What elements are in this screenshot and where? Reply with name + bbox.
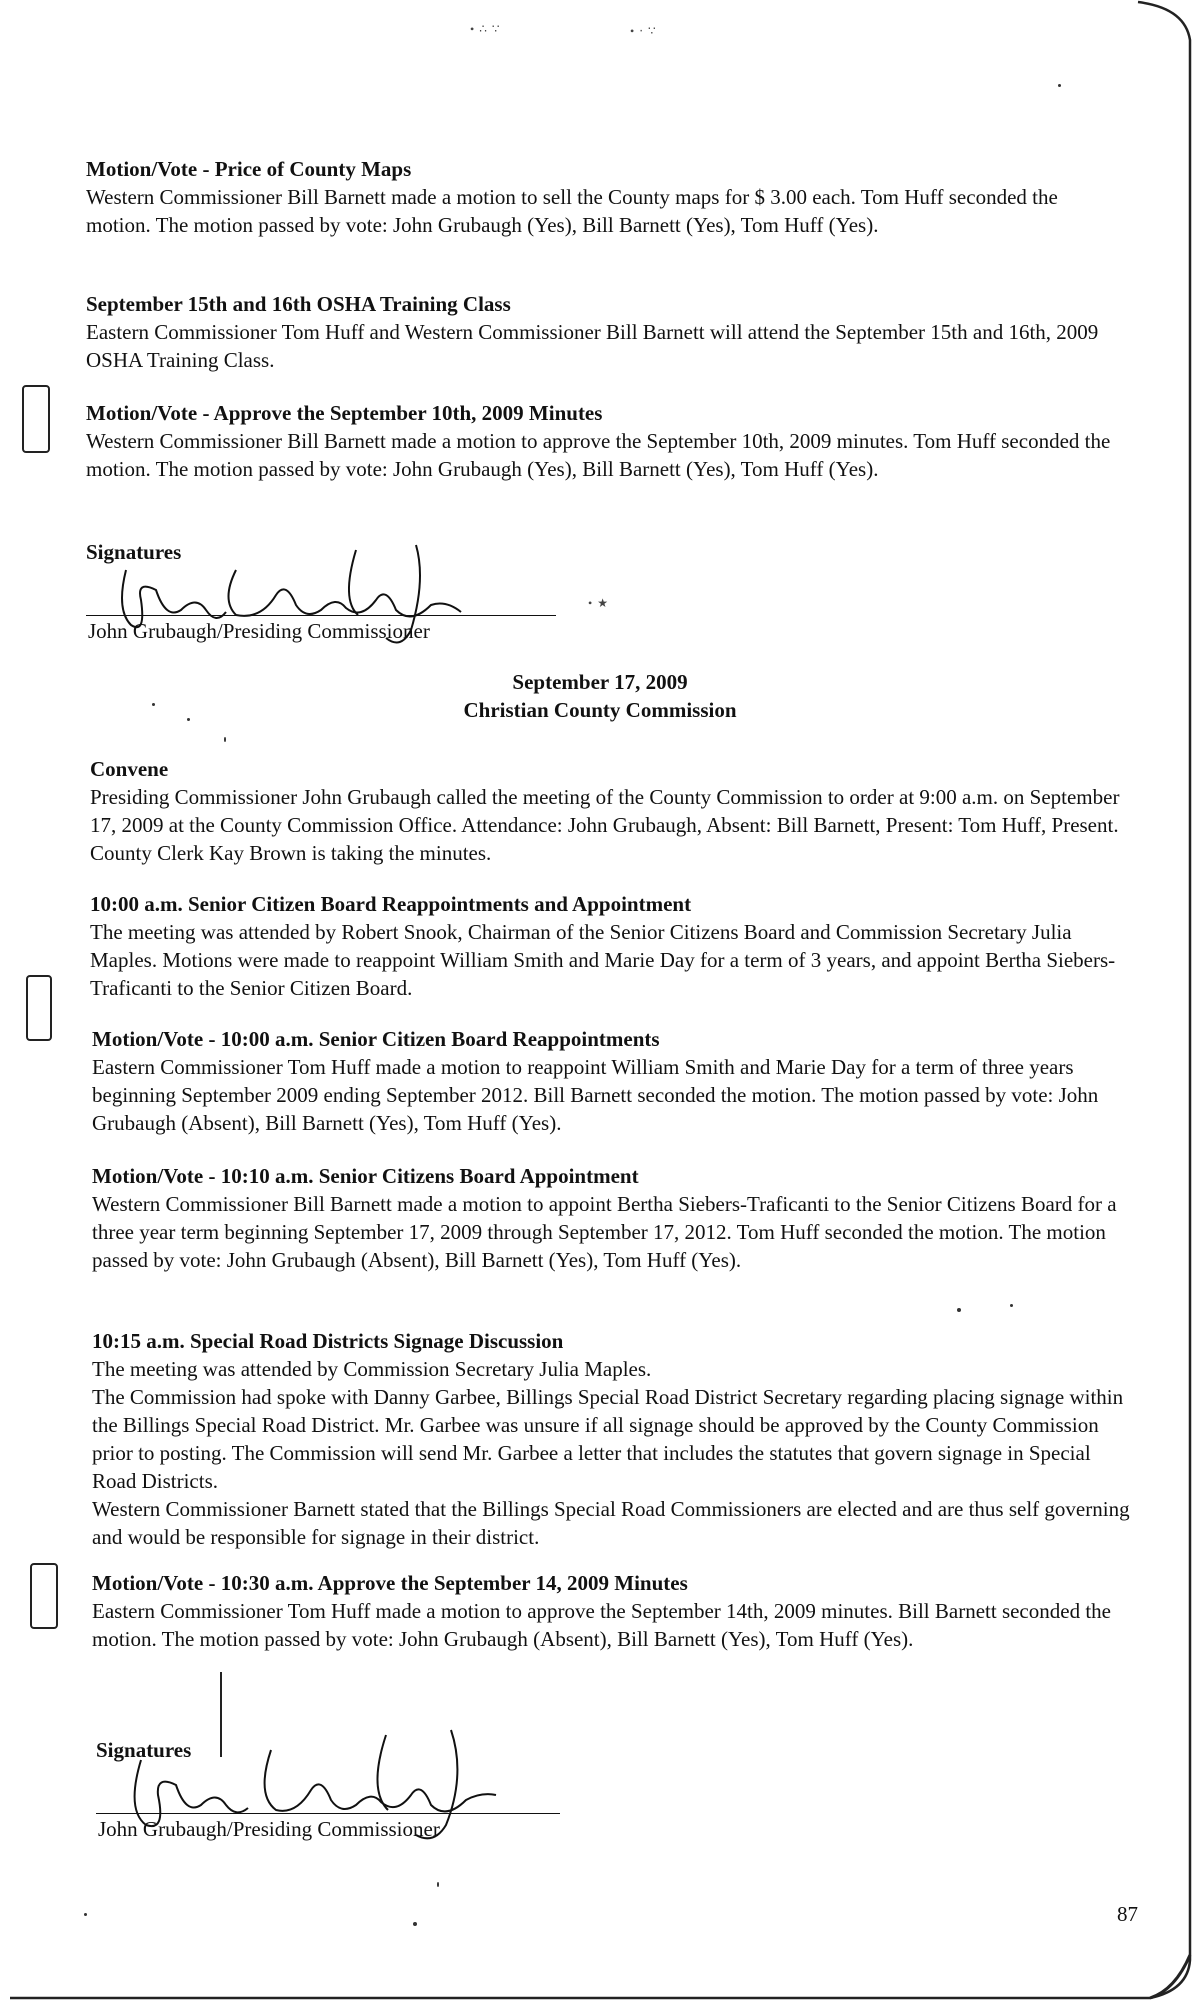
signatures-label: Signatures <box>86 540 182 564</box>
section-heading: Motion/Vote - 10:00 a.m. Senior Citizen Board Reappointments <box>92 1027 660 1051</box>
section-osha-training <box>86 290 1126 374</box>
section-heading: Convene <box>90 757 169 781</box>
signature-line <box>96 1813 560 1814</box>
section-body: The meeting was attended by Commission Secretary Julia Maples. <box>92 1357 652 1381</box>
section-approve-sept-14-minutes <box>92 1569 1132 1653</box>
section-price-of-county-maps <box>86 155 1126 239</box>
section-convene <box>90 755 1130 867</box>
section-heading: 10:15 a.m. Special Road Districts Signage Discussion <box>92 1329 564 1353</box>
speck <box>152 703 155 706</box>
section-body: Western Commissioner Bill Barnett made a motion to approve the September 10th, 2009 minutes. Tom Huff seconded the motion. The motion passed by vote: John Grubaugh (Yes), Bill Barnett (Yes), Tom Huff (Yes). <box>86 429 1111 481</box>
section-body: Western Commissioner Barnett stated that the Billings Special Road Commissioners are elected and are thus self governing and would be responsible for signage in their district. <box>92 1497 1130 1549</box>
margin-bracket <box>26 975 52 1041</box>
section-approve-sept-10-minutes <box>86 399 1126 483</box>
section-body: Western Commissioner Bill Barnett made a motion to appoint Bertha Siebers-Traficanti to the Senior Citizens Board for a three year term beginning September 17, 2009 through September 17, 2012. Tom Huff seconded the motion. The motion passed by vote: John Grubaugh (Absent), Bill Barnett (Yes), Tom Huff (Yes). <box>92 1192 1117 1272</box>
speck <box>1010 1304 1013 1307</box>
meeting-body: Christian County Commission <box>463 698 737 722</box>
section-body: Presiding Commissioner John Grubaugh called the meeting of the County Commission to order at 9:00 a.m. on September 17, 2009 at the County Commission Office. Attendance: John Grubaugh, Absent: Bill Barnett, Present: Tom Huff, Present. County Clerk Kay Brown is taking the minutes. <box>90 785 1120 865</box>
section-body: Western Commissioner Bill Barnett made a motion to sell the County maps for $ 3.00 each. Tom Huff seconded the motion. The motion passed by vote: John Grubaugh (Yes), Bill Barnett (Yes), Tom Huff (Yes). <box>86 185 1058 237</box>
signatures-label: Signatures <box>96 1738 192 1762</box>
scan-artifact: • ★ <box>588 596 609 610</box>
meeting-date: September 17, 2009 <box>512 670 688 694</box>
section-road-districts-signage <box>92 1327 1132 1551</box>
section-reappointments-vote <box>92 1025 1132 1137</box>
section-body: Eastern Commissioner Tom Huff and Western Commissioner Bill Barnett will attend the September 15th and 16th, 2009 OSHA Training Class. <box>86 320 1099 372</box>
section-body: The Commission had spoke with Danny Garbee, Billings Special Road District Secretary regarding placing signage within the Billings Special Road District. Mr. Garbee was unsure if all signage should be approved by the County Commission prior to posting. The Commission will send Mr. Garbee a letter that includes the statutes that govern signage in Special Road Districts. <box>92 1385 1124 1493</box>
scan-artifact: • ‧ ∵ <box>630 24 657 38</box>
signer-name: John Grubaugh/Presiding Commissioner <box>98 1817 440 1841</box>
section-heading: 10:00 a.m. Senior Citizen Board Reappointments and Appointment <box>90 892 692 916</box>
section-body: Eastern Commissioner Tom Huff made a motion to reappoint William Smith and Marie Day for a term of three years beginning September 2009 ending September 2012. Bill Barnett seconded the motion. The motion passed by vote: John Grubaugh (Absent), Bill Barnett (Yes), Tom Huff (Yes). <box>92 1055 1099 1135</box>
section-appointment-vote <box>92 1162 1132 1274</box>
speck <box>224 737 226 742</box>
margin-bracket <box>30 1563 58 1629</box>
speck <box>84 1913 87 1916</box>
section-heading: Motion/Vote - 10:30 a.m. Approve the September 14, 2009 Minutes <box>92 1571 688 1595</box>
section-body: The meeting was attended by Robert Snook, Chairman of the Senior Citizens Board and Commission Secretary Julia Maples. Motions were made to reappoint William Smith and Marie Day for a term of 3 years, and appoint Bertha Siebers-Traficanti to the Senior Citizen Board. <box>90 920 1116 1000</box>
section-heading: September 15th and 16th OSHA Training Class <box>86 292 511 316</box>
section-senior-citizen-board <box>90 890 1130 1002</box>
speck <box>1058 84 1061 87</box>
signer-name: John Grubaugh/Presiding Commissioner <box>88 619 430 643</box>
margin-bracket <box>22 385 50 453</box>
speck <box>957 1308 961 1312</box>
section-heading: Motion/Vote - Approve the September 10th, 2009 Minutes <box>86 401 603 425</box>
signature-line <box>86 615 556 616</box>
speck <box>187 718 190 721</box>
section-heading: Motion/Vote - 10:10 a.m. Senior Citizens Board Appointment <box>92 1164 639 1188</box>
speck <box>437 1882 439 1887</box>
speck <box>413 1922 417 1926</box>
page-number: 87 <box>1117 1902 1138 1926</box>
section-heading: Motion/Vote - Price of County Maps <box>86 157 412 181</box>
section-body: Eastern Commissioner Tom Huff made a motion to approve the September 14th, 2009 minutes. Bill Barnett seconded the motion. The motion passed by vote: John Grubaugh (Absent), Bill Barnett (Yes), Tom Huff (Yes). <box>92 1599 1111 1651</box>
scan-artifact: • ∴ ∵ <box>470 22 501 36</box>
